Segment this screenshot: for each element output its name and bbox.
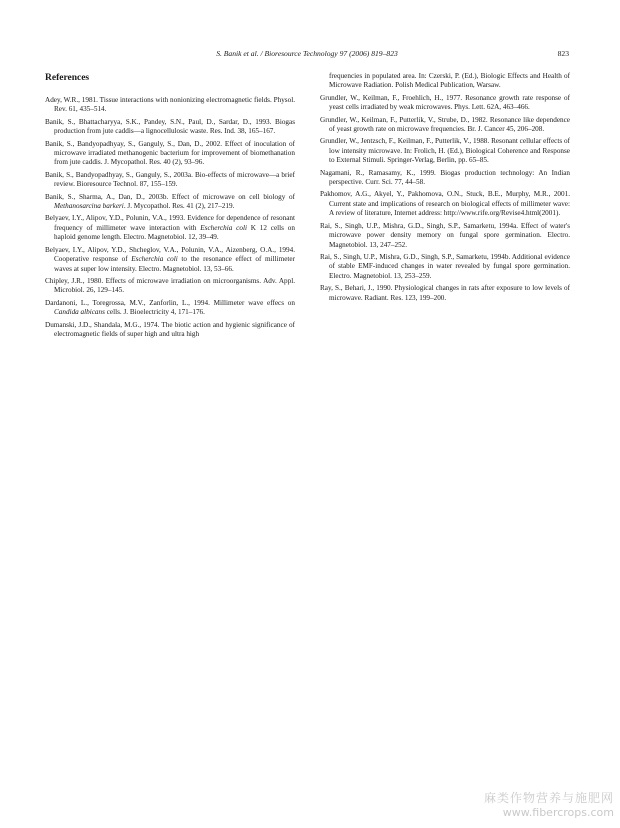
reference-entry	[320, 190, 570, 218]
reference-entry	[45, 140, 295, 168]
reference-text: Ray, S., Behari, J., 1990. Physiological changes in rats after exposure to low levels of microwave. Radiant. Res. 123, 199–200.	[320, 284, 570, 302]
reference-entry	[45, 246, 295, 274]
reference-entry	[45, 299, 295, 318]
reference-italic-text: Escherchia coli	[200, 223, 247, 232]
reference-text: Banik, S., Bhattacharyya, S.K., Pandey, S.N., Paul, D., Sardar, D., 1993. Biogas production from jute caddis—a lignocellulosic waste. Res. Ind. 38, 165–167.	[45, 117, 295, 136]
reference-text: Pakhomov, A.G., Akyel, Y., Pakhomova, O.N., Stuck, B.E., Murphy, M.R., 2001. Current state and implications of research on biological effects of millimeter wave: A review of literature, Internet address: http://www.rife.org/Revise4.html(2001).	[320, 190, 570, 218]
reference-text: K 12 cells on haploid genome length. Electro. Magnetobiol. 12, 39–49.	[54, 223, 295, 242]
reference-entry	[45, 277, 295, 296]
reference-italic-text: Escherchia coli	[131, 255, 178, 264]
reference-text: Grundler, W., Keilman, F., Putterlik, V., Strube, D., 1982. Resonance like dependence of yeast growth rate on microwave frequencies. Br. J. Cancer 45, 206–208.	[320, 115, 570, 134]
reference-entry	[45, 118, 295, 137]
reference-entry	[320, 137, 570, 165]
reference-text: . J. Mycopathol. Res. 41 (2), 217–219.	[123, 202, 235, 211]
reference-text: Belyaev, I.Y., Alipov, Y.D., Polunin, V.A., 1993. Evidence for dependence of resonant frequency of millimeter wave interaction with	[45, 214, 295, 232]
reference-entry	[320, 284, 570, 303]
right-column	[320, 72, 570, 306]
reference-text: Rai, S., Singh, U.P., Mishra, G.D., Singh, S.P., Samarketu, 1994b. Additional evidence of stable EMF-induced changes in water revealed by fungal spore germination. Electro. Magnetobiol. 13, 253–259.	[320, 252, 570, 280]
reference-text: Banik, S., Sharma, A., Dan, D., 2003b. Effect of microwave on cell biology of	[45, 192, 295, 201]
reference-entry	[320, 116, 570, 135]
reference-entry	[45, 96, 295, 115]
running-title: S. Banik et al. / Bioresource Technology 97 (2006) 819–823	[216, 49, 398, 58]
reference-entry	[45, 193, 295, 212]
reference-entry	[45, 321, 295, 340]
reference-list-right	[320, 94, 570, 303]
watermark-url: www.fibercrops.com	[502, 806, 614, 819]
reference-text: Dumanski, J.D., Shandala, M.G., 1974. The biotic action and hygienic significance of electromagnetic fields of super high and ultra high	[45, 320, 295, 338]
reference-text: Rai, S., Singh, U.P., Mishra, G.D., Singh, S.P., Samarketu, 1994a. Effect of water's microwave power density memory on fungal spore germination. Electro. Magnetobiol. 13, 247–252.	[320, 221, 570, 249]
reference-text: Nagamani, R., Ramasamy, K., 1999. Biogas production technology: An Indian perspective. Curr. Sci. 77, 44–58.	[320, 168, 570, 187]
reference-italic-text: Candida albicans	[54, 308, 105, 317]
reference-entry	[45, 214, 295, 242]
page-number: 823	[557, 49, 569, 58]
reference-text: Banik, S., Bandyopadhyay, S., Ganguly, S., 2003a. Bio-effects of microwave—a brief review. Bioresource Technol. 87, 155–159.	[45, 170, 295, 189]
reference-text: Grundler, W., Jentzsch, F., Keilman, F., Putterlik, V., 1988. Resonant cellular effects of low intensity microwave. In: Frolich, H. (Ed.), Biological Coherence and Response to External Stimuli. Springer-Verlag, Berlin, pp. 65–85.	[320, 137, 570, 165]
reference-text: Belyaev, I.Y., Alipov, Y.D., Shcheglov, V.A., Polunin, V.A., Aizenberg, O.A., 1994. Cooperative response of	[45, 245, 295, 264]
reference-text: Adey, W.R., 1981. Tissue interactions with nonionizing electromagnetic fields. Physol. Rev. 61, 435–514.	[45, 96, 295, 114]
references-heading: References	[45, 73, 90, 83]
reference-list-left	[45, 96, 295, 339]
reference-text: to the resonance effect of millimeter waves at super low intensity. Electro. Magnetobiol. 13, 53–66.	[54, 255, 295, 273]
reference-entry	[320, 222, 570, 250]
reference-entry	[320, 169, 570, 188]
watermark	[484, 791, 614, 820]
reference-text: Chipley, J.R., 1980. Effects of microwave irradiation on microorganisms. Adv. Appl. Microbiol. 26, 129–145.	[45, 276, 295, 295]
reference-text: Dardanoni, L., Toregrossa, M.V., Zanforlin, L., 1994. Millimeter wave effecs on	[45, 298, 295, 307]
reference-continuation: frequencies in populated area. In: Czerski, P. (Ed.), Biologic Effects and Health of Microwave Radiation. Polish Medical Publication, Warsaw.	[329, 72, 570, 90]
reference-entry	[45, 171, 295, 190]
reference-italic-text: Methanosarcina barkeri	[54, 202, 124, 211]
reference-text: Grundler, W., Keilman, F., Froehlich, H., 1977. Resonance growth rate response of yeast cells irradiated by weak microwaves. Phys. Lett. 62A, 463–466.	[320, 93, 570, 112]
reference-text: Banik, S., Bandyopadhyay, S., Ganguly, S., Dan, D., 2002. Effect of inoculation of microwave irradiated methanogenic bacterium for improvement of biomethanation from jute caddis. J. Mycopathol. Res. 40 (2), 93–96.	[45, 139, 295, 167]
watermark-chinese: 麻类作物营养与施肥网	[483, 791, 614, 805]
reference-text: cells. J. Bioelectricity 4, 171–176.	[104, 308, 205, 317]
reference-entry	[320, 94, 570, 113]
running-header	[45, 48, 569, 60]
left-column	[45, 72, 295, 342]
reference-entry	[320, 253, 570, 281]
